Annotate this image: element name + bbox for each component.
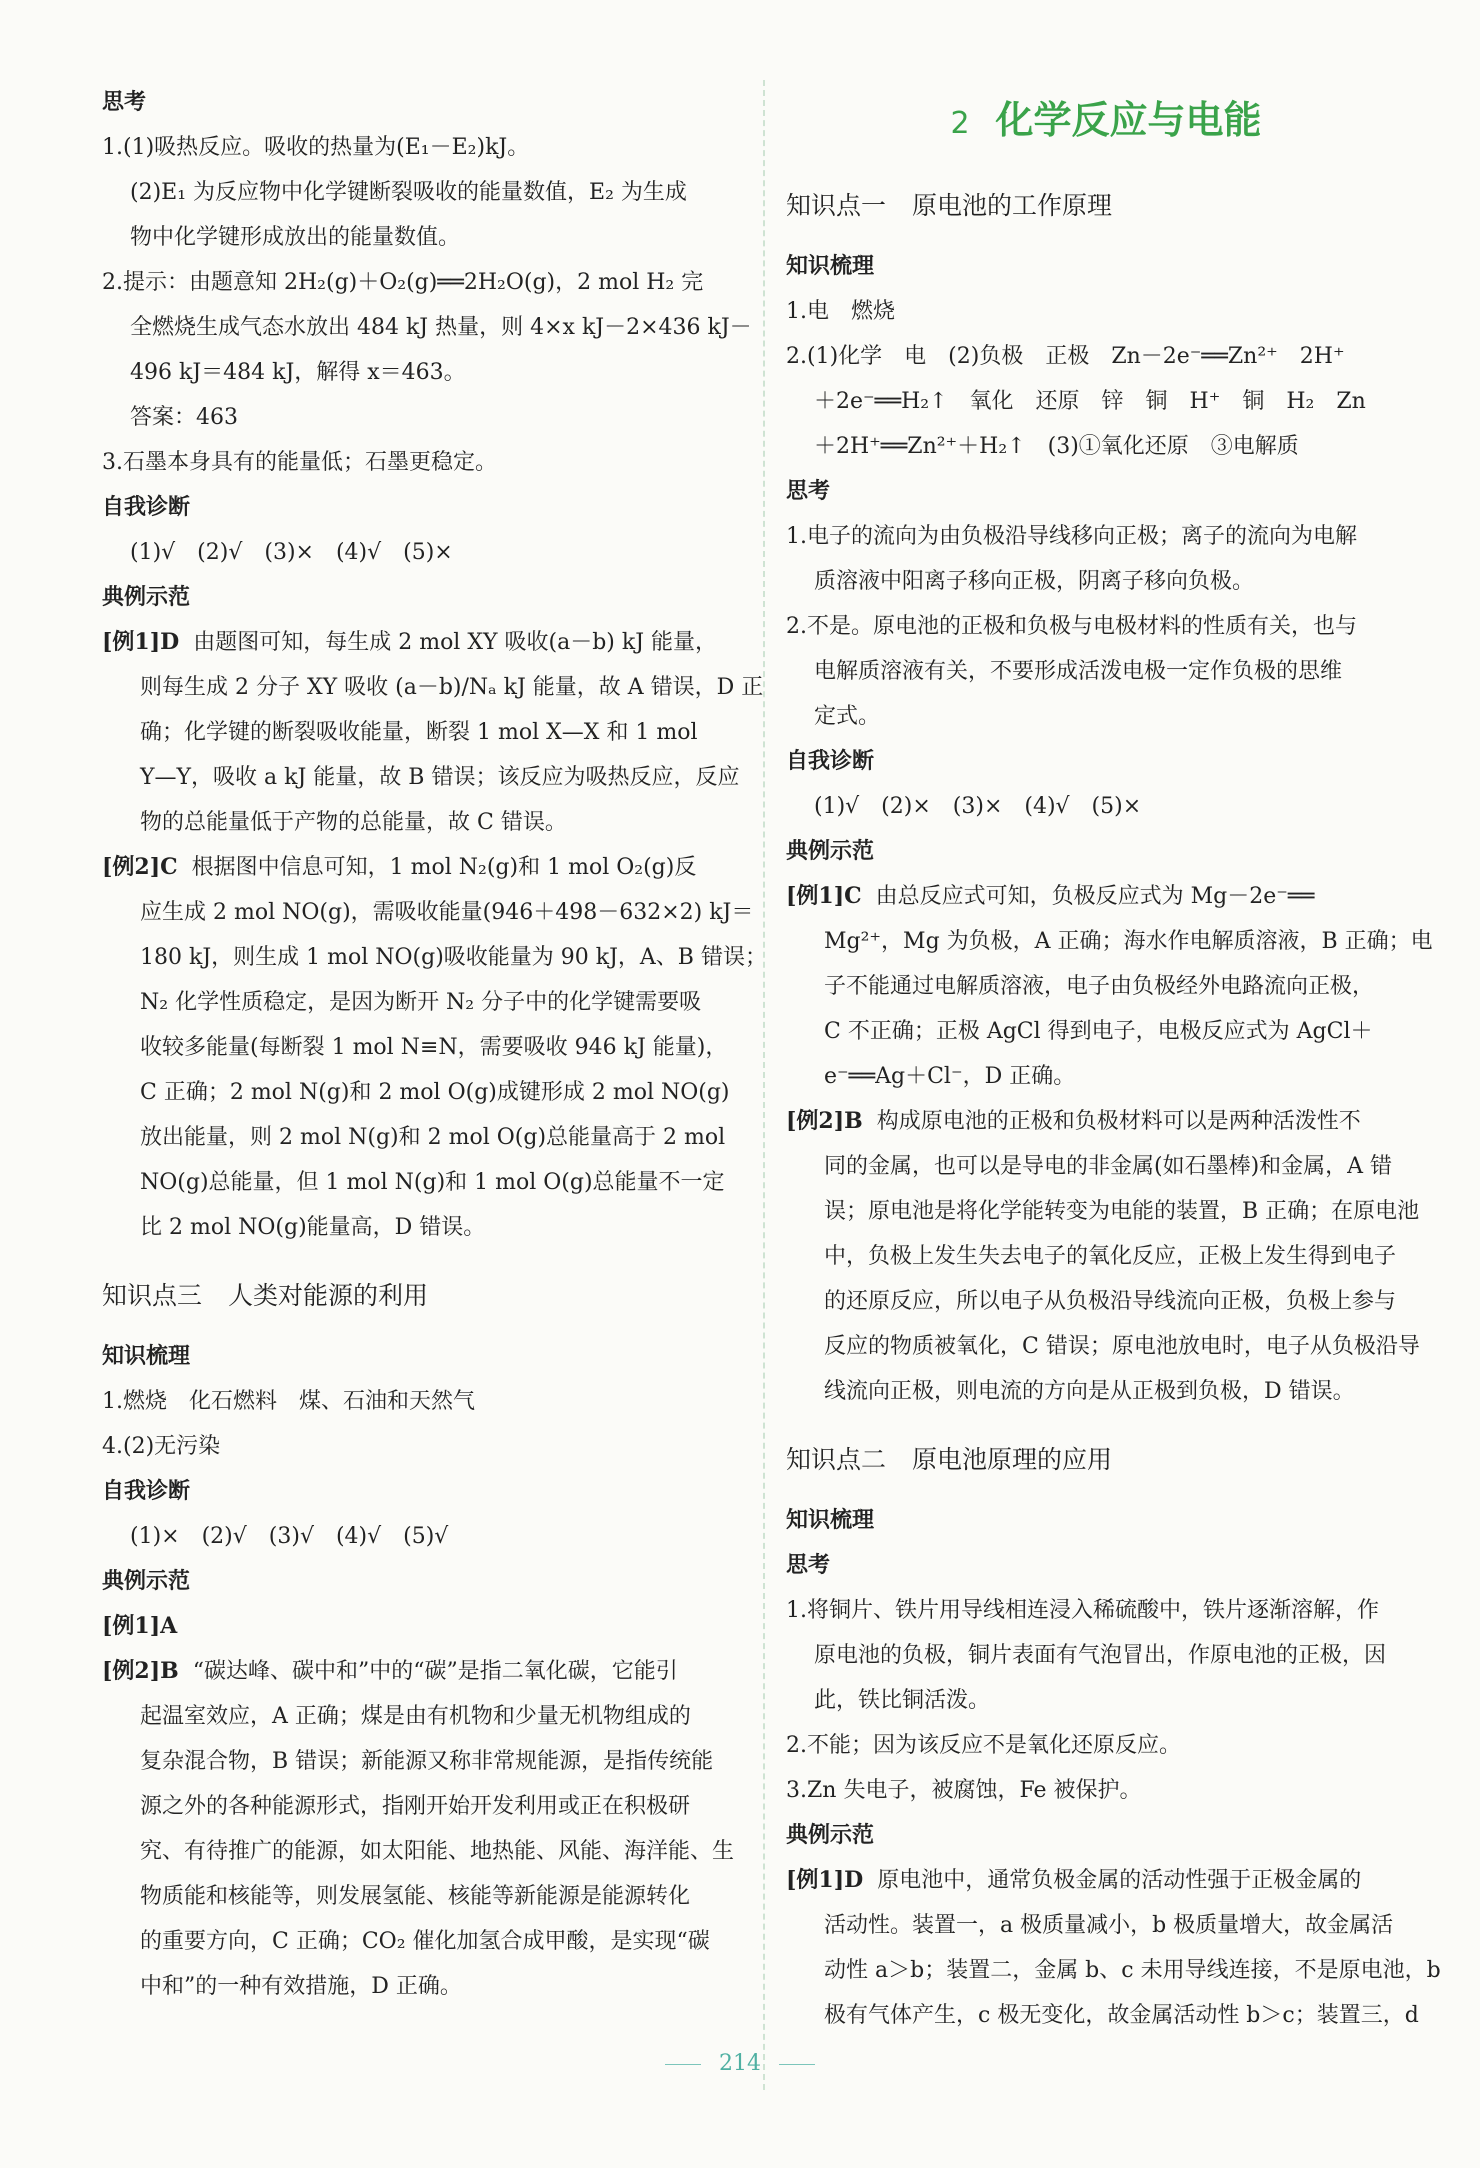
- example-block: [102, 620, 764, 845]
- text-line: 2.提示：由题意知 2H₂(g)＋O₂(g)══2H₂O(g)，2 mol H₂ 完: [102, 270, 704, 295]
- example-text-line: 比 2 mol NO(g)能量高，D 错误。: [140, 1215, 486, 1240]
- example-text-line: C 不正确；正极 AgCl 得到电子，电极反应式为 AgCl＋: [824, 1019, 1373, 1044]
- example-first-line: [102, 845, 742, 890]
- page-footer: [0, 2044, 1480, 2084]
- text-line: 1.电子的流向为由负极沿导线移向正极；离子的流向为电解: [786, 524, 1357, 549]
- example-text-line: 子不能通过电解质溶液，电子由负极经外电路流向正极，: [824, 974, 1375, 999]
- text-line: (1)× (2)√ (3)√ (4)√ (5)√: [130, 1524, 449, 1549]
- section-label: 思考: [786, 1553, 831, 1578]
- section-label: 典例示范: [102, 1569, 191, 1594]
- example-block: [102, 1649, 742, 2009]
- example-text-line: 反应的物质被氧化，C 错误；原电池放电时，电子从负极沿导: [824, 1334, 1420, 1359]
- example-text-line: 收较多能量(每断裂 1 mol N≡N，需要吸收 946 kJ 能量)，: [140, 1035, 728, 1060]
- example-text-line: 放出能量，则 2 mol N(g)和 2 mol O(g)总能量高于 2 mol: [140, 1125, 726, 1150]
- example-text-line: 源之外的各种能源形式，指刚开始开发利用或正在积极研: [140, 1794, 691, 1819]
- example-tag: [786, 883, 862, 909]
- example-text-line: Mg²⁺，Mg 为负极，A 正确；海水作电解质溶液，B 正确；电: [824, 929, 1433, 954]
- example-tag: [102, 629, 179, 655]
- knowledge-point-heading: [786, 1436, 1426, 1484]
- example-first-line: [102, 1649, 742, 1694]
- example-text-line: 则每生成 2 分子 XY 吸收 (a－b)/Nₐ kJ 能量，故 A 错误，D 正: [140, 675, 764, 700]
- text-line: 此，铁比铜活泼。: [814, 1688, 991, 1713]
- text-line: 1.(1)吸热反应。吸收的热量为(E₁－E₂)kJ。: [102, 135, 530, 160]
- text-line: 2.不是。原电池的正极和负极与电极材料的性质有关，也与: [786, 614, 1357, 639]
- example-text-line: C 正确；2 mol N(g)和 2 mol O(g)成键形成 2 mol NO(g): [140, 1080, 730, 1105]
- example-text-line: 误；原电池是将化学能转变为电能的装置，B 正确；在原电池: [824, 1199, 1420, 1224]
- example-text-line: 确；化学键的断裂吸收能量，断裂 1 mol X—X 和 1 mol: [140, 720, 698, 745]
- text-line: (1)√ (2)√ (3)× (4)√ (5)×: [130, 540, 453, 565]
- example-tag: [786, 1867, 863, 1893]
- example-tag: [102, 1658, 179, 1684]
- example-tag: [102, 854, 178, 880]
- example-answer: C: [160, 854, 178, 880]
- example-number: [例2]: [102, 1658, 161, 1684]
- example-text-line: NO(g)总能量，但 1 mol N(g)和 1 mol O(g)总能量不一定: [140, 1170, 725, 1195]
- example-first-line: [786, 1858, 1426, 1903]
- example-text-line: 活动性。装置一，a 极质量减小，b 极质量增大，故金属活: [824, 1913, 1394, 1938]
- example-text-line: 物的总能量低于产物的总能量，故 C 错误。: [140, 810, 567, 835]
- example-text-line: Y—Y，吸收 a kJ 能量，故 B 错误；该反应为吸热反应，反应: [140, 765, 740, 790]
- section-label: 知识梳理: [102, 1344, 191, 1369]
- example-block: [102, 1604, 742, 1649]
- text-line: 1.将铜片、铁片用导线相连浸入稀硫酸中，铁片逐渐溶解，作: [786, 1598, 1379, 1623]
- text-line: 全燃烧生成气态水放出 484 kJ 热量，则 4×x kJ－2×436 kJ－: [130, 315, 752, 340]
- example-number: [例2]: [102, 854, 161, 880]
- example-block: [786, 1858, 1441, 2038]
- page-number: 214: [719, 2051, 761, 2076]
- knowledge-point-title: 人类对能源的利用: [228, 1281, 429, 1310]
- knowledge-point-heading: [786, 182, 1426, 230]
- example-answer: B: [844, 1108, 863, 1134]
- example-text-line: 复杂混合物，B 错误；新能源又称非常规能源，是指传统能: [140, 1749, 714, 1774]
- text-line: (1)√ (2)× (3)× (4)√ (5)×: [814, 794, 1142, 819]
- footer-rule: [779, 2064, 815, 2065]
- example-tag: [786, 1108, 863, 1134]
- example-text-line: 中和”的一种有效措施，D 正确。: [140, 1974, 462, 1999]
- knowledge-point-label: 知识点三: [102, 1281, 203, 1310]
- text-line: 定式。: [814, 704, 881, 729]
- example-text-line: 同的金属，也可以是导电的非金属(如石墨棒)和金属，A 错: [824, 1154, 1393, 1179]
- chapter-heading: [786, 80, 1426, 160]
- example-number: [例1]: [786, 883, 845, 909]
- section-label: 自我诊断: [102, 495, 191, 520]
- example-answer: C: [844, 883, 862, 909]
- example-text-line: 中，负极上发生失去电子的氧化反应，正极上发生得到电子: [824, 1244, 1397, 1269]
- example-answer: D: [844, 1867, 864, 1893]
- text-line: 答案：463: [130, 405, 238, 430]
- example-text-line: 起温室效应，A 正确；煤是由有机物和少量无机物组成的: [140, 1704, 691, 1729]
- example-text: 根据图中信息可知，1 mol N₂(g)和 1 mol O₂(g)反: [191, 855, 697, 880]
- text-line: 原电池的负极，铜片表面有气泡冒出，作原电池的正极，因: [814, 1643, 1387, 1668]
- example-text-line: 180 kJ，则生成 1 mol NO(g)吸收能量为 90 kJ，A、B 错误；: [140, 945, 767, 970]
- section-label: 知识梳理: [786, 254, 875, 279]
- example-text-line: 极有气体产生，c 极无变化，故金属活动性 b＞c；装置三，d: [824, 2003, 1419, 2028]
- knowledge-point-title: 原电池的工作原理: [912, 191, 1113, 220]
- example-answer: B: [160, 1658, 179, 1684]
- text-line: 1.电 燃烧: [786, 299, 895, 324]
- text-line: ＋2H⁺══Zn²⁺＋H₂↑ (3)①氧化还原 ③电解质: [814, 434, 1299, 459]
- section-label: 自我诊断: [786, 749, 875, 774]
- example-text: “碳达峰、碳中和”中的“碳”是指二氧化碳，它能引: [192, 1659, 678, 1684]
- section-label: 典例示范: [786, 1823, 875, 1848]
- column-divider: [763, 80, 765, 2090]
- text-line: 2.不能；因为该反应不是氧化还原反应。: [786, 1733, 1181, 1758]
- section-label: 知识梳理: [786, 1508, 875, 1533]
- example-block: [102, 845, 767, 1250]
- text-line: 物中化学键形成放出的能量数值。: [130, 225, 461, 250]
- text-line: 3.Zn 失电子，被腐蚀，Fe 被保护。: [786, 1778, 1142, 1803]
- example-text: 由题图可知，每生成 2 mol XY 吸收(a－b) kJ 能量，: [193, 630, 718, 655]
- example-number: [例1]: [102, 1613, 161, 1639]
- example-text-line: 物质能和核能等，则发展氢能、核能等新能源是能源转化: [140, 1884, 691, 1909]
- section-label: 典例示范: [102, 585, 191, 610]
- section-label: 自我诊断: [102, 1479, 191, 1504]
- example-text-line: e⁻══Ag＋Cl⁻，D 正确。: [824, 1064, 1076, 1089]
- knowledge-point-label: 知识点二: [786, 1445, 887, 1474]
- text-line: (2)E₁ 为反应物中化学键断裂吸收的能量数值，E₂ 为生成: [130, 180, 687, 205]
- example-text-line: 应生成 2 mol NO(g)，需吸收能量(946＋498－632×2) kJ＝: [140, 900, 754, 925]
- text-line: 496 kJ＝484 kJ，解得 x＝463。: [130, 360, 466, 385]
- chapter-number: 2: [950, 106, 970, 141]
- right-column: [786, 80, 1441, 2038]
- section-label: 典例示范: [786, 839, 875, 864]
- example-block: [786, 874, 1433, 1099]
- example-text-line: 线流向正极，则电流的方向是从正极到负极，D 错误。: [824, 1379, 1355, 1404]
- example-first-line: [786, 1099, 1426, 1144]
- footer-rule: [665, 2064, 701, 2065]
- text-line: 2.(1)化学 电 (2)负极 正极 Zn－2e⁻══Zn²⁺ 2H⁺: [786, 344, 1345, 369]
- example-tag: [102, 1613, 177, 1639]
- section-label: 思考: [102, 90, 147, 115]
- knowledge-point-heading: [102, 1272, 742, 1320]
- example-answer: A: [160, 1613, 178, 1639]
- example-block: [786, 1099, 1426, 1414]
- knowledge-point-label: 知识点一: [786, 191, 887, 220]
- knowledge-point-title: 原电池原理的应用: [912, 1445, 1113, 1474]
- text-line: 4.(2)无污染: [102, 1434, 221, 1459]
- left-column: [102, 80, 767, 2009]
- text-line: 质溶液中阳离子移向正极，阴离子移向负极。: [814, 569, 1255, 594]
- example-first-line: [786, 874, 1426, 919]
- section-label: 思考: [786, 479, 831, 504]
- text-line: 电解质溶液有关，不要形成活泼电极一定作负极的思维: [814, 659, 1343, 684]
- example-text: 由总反应式可知，负极反应式为 Mg－2e⁻══: [875, 884, 1315, 909]
- example-number: [例2]: [786, 1108, 845, 1134]
- text-line: ＋2e⁻══H₂↑ 氧化 还原 锌 铜 H⁺ 铜 H₂ Zn: [814, 389, 1366, 414]
- example-text-line: 究、有待推广的能源，如太阳能、地热能、风能、海洋能、生: [140, 1839, 735, 1864]
- example-text: 原电池中，通常负极金属的活动性强于正极金属的: [877, 1868, 1362, 1893]
- example-text-line: 的重要方向，C 正确；CO₂ 催化加氢合成甲酸，是实现“碳: [140, 1929, 710, 1954]
- text-line: 1.燃烧 化石燃料 煤、石油和天然气: [102, 1389, 475, 1414]
- text-line: 3.石墨本身具有的能量低；石墨更稳定。: [102, 450, 497, 475]
- example-answer: D: [160, 629, 180, 655]
- example-text: 构成原电池的正极和负极材料可以是两种活泼性不: [876, 1109, 1361, 1134]
- example-text-line: 动性 a＞b；装置二，金属 b、c 未用导线连接，不是原电池，b: [824, 1958, 1441, 1983]
- example-number: [例1]: [102, 629, 161, 655]
- chapter-title: 化学反应与电能: [995, 98, 1262, 142]
- example-text-line: 的还原反应，所以电子从负极沿导线流向正极，负极上参与: [824, 1289, 1397, 1314]
- example-first-line: [102, 1604, 742, 1649]
- example-first-line: [102, 620, 742, 665]
- example-text-line: N₂ 化学性质稳定，是因为断开 N₂ 分子中的化学键需要吸: [140, 990, 702, 1015]
- example-number: [例1]: [786, 1867, 845, 1893]
